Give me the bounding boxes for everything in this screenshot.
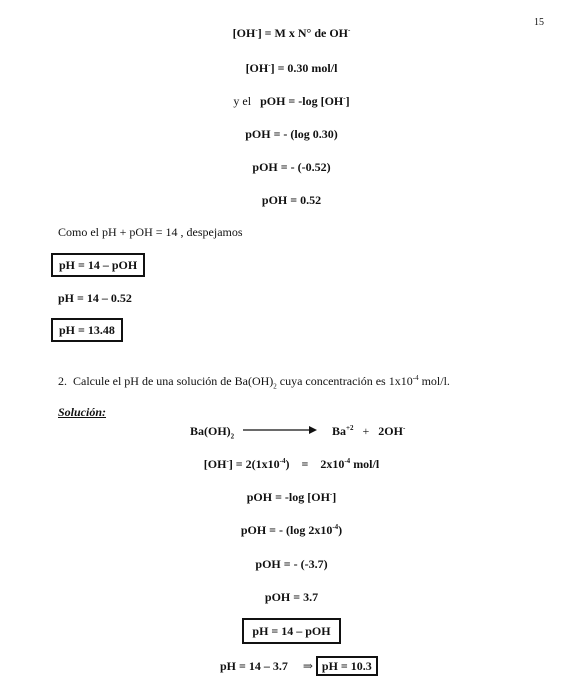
equation-poh-log-2: pOH = - (log $2x10^{-4}$) [240,523,343,537]
final-ph-line: pH = 14 – 3.7 ⇒ pH = 10.3 [220,656,378,676]
equation-poh-result-2: pOH = 3.7 [264,590,319,604]
equation-oh-concentration-2: $[OH^-] = 2(1x10^{-4})$ = $2x10^{-4}$ mol/l [203,457,380,471]
equation-oh-value: [OH-] = 0.30 mol/l [245,61,338,75]
equation-poh-definition: y el pOH = -log [OH-] [233,94,350,108]
solution-label: Solución: [58,405,107,419]
boxed-result-ph [51,318,123,342]
equation-poh-neg-2: pOH = - (-3.7) [255,557,328,571]
page-number: 15 [534,17,544,28]
equation-poh-result: pOH = 0.52 [261,193,322,207]
reaction-products: $Ba^{+2}$ + 2OH- [332,424,406,438]
statement-ph-poh-sum: Como el pH + pOH = 14 , despejamos [58,225,243,239]
boxed-equation-ph-2 [0,618,583,644]
reaction-arrow-icon [243,424,317,436]
reaction-reactant: $Ba(OH)_2$ [190,424,235,441]
equation-oh-concentration: [OH-] = M x N° de OH- [232,26,351,40]
problem-2-statement: 2. Calcule el pH de una solución de $Ba(OH)_2$ cuya concentración es $1x10^{-4}$ mol/l. [58,374,450,391]
boxed-text: pH = 14 – pOH [242,618,340,644]
boxed-text: pH = 13.48 [51,318,123,342]
problem-number: 2. [58,374,67,388]
equation-ph-substitution: pH = 14 – 0.52 [58,291,132,305]
equation-poh-log: pOH = - (log 0.30) [245,127,338,141]
equation-poh-definition-2: pOH = -log [OH-] [246,490,337,504]
boxed-final-ph: pH = 10.3 [316,656,378,676]
implies-arrow-icon: ⇒ [302,659,313,673]
boxed-equation-ph [51,253,145,277]
boxed-text: pH = 14 – pOH [51,253,145,277]
equation-poh-neg: pOH = - (-0.52) [252,160,331,174]
